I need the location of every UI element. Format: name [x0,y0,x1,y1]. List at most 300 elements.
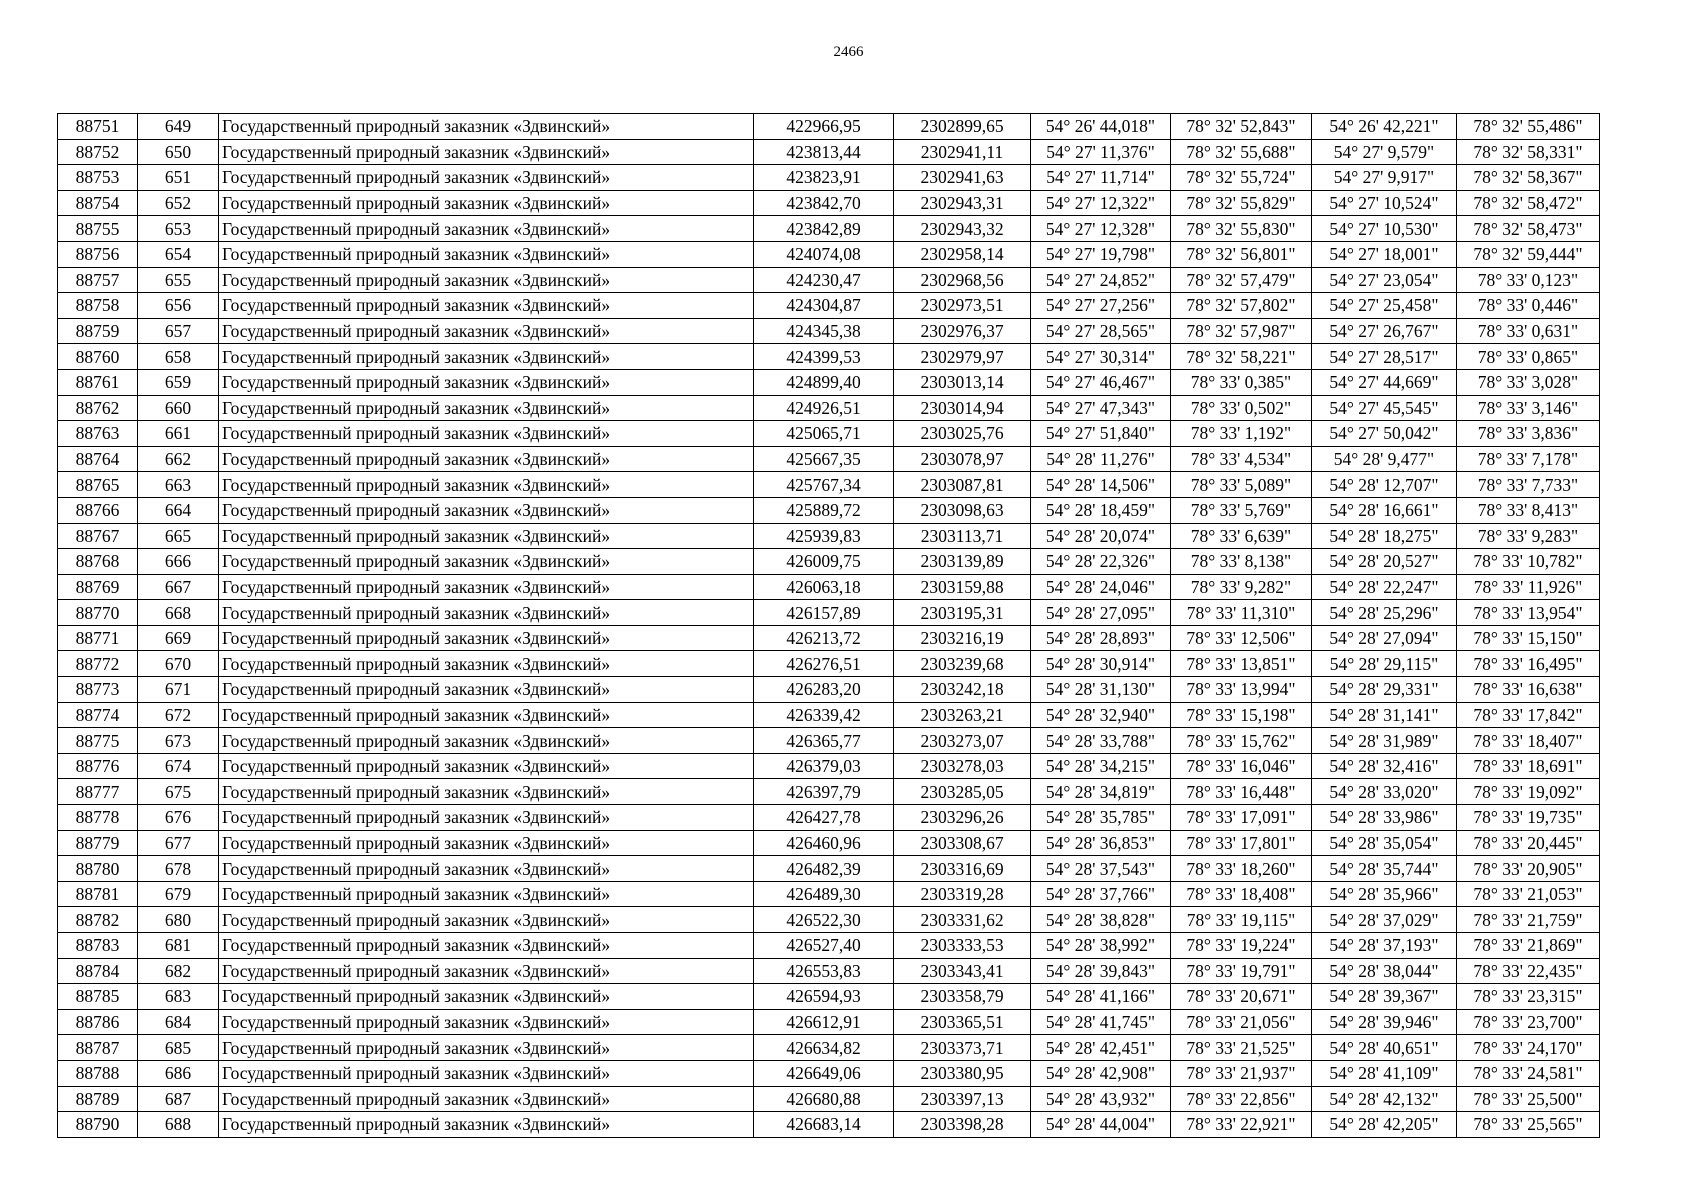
longitude-2-cell: 78° 33' 24,170" [1457,1035,1600,1061]
longitude-1-cell: 78° 33' 21,525" [1171,1035,1312,1061]
y-coordinate-cell: 2303025,76 [894,421,1031,447]
table-row [58,344,1600,370]
point-number-cell: 662 [138,446,219,472]
point-number-cell: 667 [138,574,219,600]
record-id-cell: 88785 [58,984,138,1010]
longitude-1-cell: 78° 33' 8,138" [1171,549,1312,575]
x-coordinate-cell: 426213,72 [754,625,894,651]
y-coordinate-cell: 2303316,69 [894,856,1031,882]
point-number-cell: 653 [138,216,219,242]
x-coordinate-cell: 425767,34 [754,472,894,498]
x-coordinate-cell: 426460,96 [754,830,894,856]
latitude-1-cell: 54° 28' 34,819" [1031,779,1171,805]
latitude-2-cell: 54° 27' 26,767" [1312,318,1457,344]
table-row [58,753,1600,779]
longitude-2-cell: 78° 33' 21,053" [1457,881,1600,907]
longitude-1-cell: 78° 33' 16,046" [1171,753,1312,779]
point-number-cell: 650 [138,139,219,165]
x-coordinate-cell: 423823,91 [754,165,894,191]
point-number-cell: 687 [138,1086,219,1112]
longitude-2-cell: 78° 33' 24,581" [1457,1060,1600,1086]
table-row [58,523,1600,549]
x-coordinate-cell: 423813,44 [754,139,894,165]
name-cell: Государственный природный заказник «Здвинский» [219,165,754,191]
y-coordinate-cell: 2303308,67 [894,830,1031,856]
y-coordinate-cell: 2303358,79 [894,984,1031,1010]
x-coordinate-cell: 424399,53 [754,344,894,370]
point-number-cell: 688 [138,1112,219,1138]
longitude-1-cell: 78° 33' 22,856" [1171,1086,1312,1112]
x-coordinate-cell: 424345,38 [754,318,894,344]
name-cell: Государственный природный заказник «Здвинский» [219,523,754,549]
longitude-2-cell: 78° 33' 11,926" [1457,574,1600,600]
y-coordinate-cell: 2302941,63 [894,165,1031,191]
name-cell: Государственный природный заказник «Здвинский» [219,805,754,831]
x-coordinate-cell: 426553,83 [754,958,894,984]
latitude-2-cell: 54° 28' 29,115" [1312,651,1457,677]
x-coordinate-cell: 426276,51 [754,651,894,677]
longitude-2-cell: 78° 33' 25,500" [1457,1086,1600,1112]
name-cell: Государственный природный заказник «Здвинский» [219,753,754,779]
latitude-1-cell: 54° 28' 38,992" [1031,933,1171,959]
table-row [58,702,1600,728]
longitude-1-cell: 78° 33' 18,408" [1171,881,1312,907]
table-row [58,241,1600,267]
point-number-cell: 659 [138,369,219,395]
longitude-1-cell: 78° 33' 15,762" [1171,728,1312,754]
x-coordinate-cell: 424304,87 [754,293,894,319]
record-id-cell: 88751 [58,114,138,140]
name-cell: Государственный природный заказник «Здвинский» [219,574,754,600]
latitude-1-cell: 54° 28' 20,074" [1031,523,1171,549]
table-row [58,881,1600,907]
longitude-1-cell: 78° 32' 57,987" [1171,318,1312,344]
longitude-2-cell: 78° 33' 0,865" [1457,344,1600,370]
table-row [58,139,1600,165]
table-row [58,549,1600,575]
record-id-cell: 88770 [58,600,138,626]
y-coordinate-cell: 2303331,62 [894,907,1031,933]
longitude-1-cell: 78° 33' 17,801" [1171,830,1312,856]
table-row [58,216,1600,242]
latitude-1-cell: 54° 28' 24,046" [1031,574,1171,600]
longitude-2-cell: 78° 33' 7,178" [1457,446,1600,472]
point-number-cell: 661 [138,421,219,447]
table-row [58,651,1600,677]
table-row [58,165,1600,191]
name-cell: Государственный природный заказник «Здвинский» [219,318,754,344]
record-id-cell: 88790 [58,1112,138,1138]
y-coordinate-cell: 2302941,11 [894,139,1031,165]
table-row [58,318,1600,344]
table-row [58,574,1600,600]
latitude-1-cell: 54° 27' 46,467" [1031,369,1171,395]
longitude-1-cell: 78° 33' 5,769" [1171,497,1312,523]
longitude-2-cell: 78° 33' 23,700" [1457,1009,1600,1035]
latitude-1-cell: 54° 27' 24,852" [1031,267,1171,293]
longitude-1-cell: 78° 33' 19,791" [1171,958,1312,984]
y-coordinate-cell: 2303365,51 [894,1009,1031,1035]
record-id-cell: 88752 [58,139,138,165]
latitude-2-cell: 54° 28' 32,416" [1312,753,1457,779]
name-cell: Государственный природный заказник «Здвинский» [219,293,754,319]
table-row [58,421,1600,447]
record-id-cell: 88760 [58,344,138,370]
record-id-cell: 88765 [58,472,138,498]
table-row [58,779,1600,805]
name-cell: Государственный природный заказник «Здвинский» [219,856,754,882]
longitude-2-cell: 78° 33' 15,150" [1457,625,1600,651]
name-cell: Государственный природный заказник «Здвинский» [219,1035,754,1061]
longitude-2-cell: 78° 33' 0,446" [1457,293,1600,319]
record-id-cell: 88781 [58,881,138,907]
y-coordinate-cell: 2303319,28 [894,881,1031,907]
latitude-1-cell: 54° 28' 37,766" [1031,881,1171,907]
latitude-2-cell: 54° 28' 25,296" [1312,600,1457,626]
longitude-1-cell: 78° 33' 21,937" [1171,1060,1312,1086]
latitude-2-cell: 54° 28' 35,744" [1312,856,1457,882]
latitude-2-cell: 54° 28' 42,205" [1312,1112,1457,1138]
name-cell: Государственный природный заказник «Здвинский» [219,625,754,651]
name-cell: Государственный природный заказник «Здвинский» [219,421,754,447]
point-number-cell: 651 [138,165,219,191]
x-coordinate-cell: 426634,82 [754,1035,894,1061]
latitude-2-cell: 54° 28' 41,109" [1312,1060,1457,1086]
coordinates-table [57,113,1600,1138]
longitude-1-cell: 78° 32' 55,829" [1171,190,1312,216]
longitude-2-cell: 78° 33' 3,836" [1457,421,1600,447]
longitude-2-cell: 78° 33' 0,631" [1457,318,1600,344]
longitude-1-cell: 78° 33' 16,448" [1171,779,1312,805]
longitude-1-cell: 78° 33' 0,385" [1171,369,1312,395]
point-number-cell: 674 [138,753,219,779]
y-coordinate-cell: 2302958,14 [894,241,1031,267]
y-coordinate-cell: 2303296,26 [894,805,1031,831]
name-cell: Государственный природный заказник «Здвинский» [219,702,754,728]
point-number-cell: 655 [138,267,219,293]
longitude-1-cell: 78° 32' 56,801" [1171,241,1312,267]
record-id-cell: 88772 [58,651,138,677]
name-cell: Государственный природный заказник «Здвинский» [219,1009,754,1035]
longitude-1-cell: 78° 33' 18,260" [1171,856,1312,882]
table-row [58,958,1600,984]
longitude-1-cell: 78° 33' 11,310" [1171,600,1312,626]
record-id-cell: 88773 [58,677,138,703]
latitude-2-cell: 54° 28' 9,477" [1312,446,1457,472]
latitude-1-cell: 54° 27' 47,343" [1031,395,1171,421]
name-cell: Государственный природный заказник «Здвинский» [219,1060,754,1086]
longitude-2-cell: 78° 33' 23,315" [1457,984,1600,1010]
name-cell: Государственный природный заказник «Здвинский» [219,139,754,165]
record-id-cell: 88757 [58,267,138,293]
point-number-cell: 672 [138,702,219,728]
name-cell: Государственный природный заказник «Здвинский» [219,881,754,907]
y-coordinate-cell: 2303398,28 [894,1112,1031,1138]
longitude-1-cell: 78° 33' 15,198" [1171,702,1312,728]
longitude-2-cell: 78° 33' 7,733" [1457,472,1600,498]
name-cell: Государственный природный заказник «Здвинский» [219,344,754,370]
y-coordinate-cell: 2303343,41 [894,958,1031,984]
table-row [58,395,1600,421]
longitude-2-cell: 78° 32' 59,444" [1457,241,1600,267]
name-cell: Государственный природный заказник «Здвинский» [219,241,754,267]
y-coordinate-cell: 2303216,19 [894,625,1031,651]
y-coordinate-cell: 2303078,97 [894,446,1031,472]
point-number-cell: 666 [138,549,219,575]
table-row [58,677,1600,703]
latitude-1-cell: 54° 26' 44,018" [1031,114,1171,140]
record-id-cell: 88787 [58,1035,138,1061]
latitude-2-cell: 54° 27' 9,917" [1312,165,1457,191]
latitude-2-cell: 54° 27' 45,545" [1312,395,1457,421]
x-coordinate-cell: 424926,51 [754,395,894,421]
longitude-2-cell: 78° 33' 22,435" [1457,958,1600,984]
y-coordinate-cell: 2303397,13 [894,1086,1031,1112]
longitude-2-cell: 78° 33' 19,735" [1457,805,1600,831]
latitude-1-cell: 54° 28' 18,459" [1031,497,1171,523]
name-cell: Государственный природный заказник «Здвинский» [219,216,754,242]
record-id-cell: 88769 [58,574,138,600]
point-number-cell: 652 [138,190,219,216]
latitude-2-cell: 54° 28' 33,020" [1312,779,1457,805]
longitude-1-cell: 78° 33' 1,192" [1171,421,1312,447]
longitude-1-cell: 78° 32' 55,830" [1171,216,1312,242]
record-id-cell: 88782 [58,907,138,933]
y-coordinate-cell: 2303159,88 [894,574,1031,600]
point-number-cell: 686 [138,1060,219,1086]
longitude-2-cell: 78° 33' 0,123" [1457,267,1600,293]
longitude-2-cell: 78° 32' 58,472" [1457,190,1600,216]
latitude-2-cell: 54° 28' 18,275" [1312,523,1457,549]
x-coordinate-cell: 426009,75 [754,549,894,575]
x-coordinate-cell: 426680,88 [754,1086,894,1112]
longitude-1-cell: 78° 33' 9,282" [1171,574,1312,600]
point-number-cell: 657 [138,318,219,344]
record-id-cell: 88771 [58,625,138,651]
latitude-2-cell: 54° 27' 18,001" [1312,241,1457,267]
point-number-cell: 665 [138,523,219,549]
longitude-2-cell: 78° 33' 20,445" [1457,830,1600,856]
record-id-cell: 88766 [58,497,138,523]
latitude-1-cell: 54° 27' 12,328" [1031,216,1171,242]
latitude-1-cell: 54° 28' 32,940" [1031,702,1171,728]
latitude-2-cell: 54° 28' 39,367" [1312,984,1457,1010]
name-cell: Государственный природный заказник «Здвинский» [219,933,754,959]
longitude-1-cell: 78° 33' 12,506" [1171,625,1312,651]
latitude-2-cell: 54° 26' 42,221" [1312,114,1457,140]
longitude-1-cell: 78° 32' 57,802" [1171,293,1312,319]
name-cell: Государственный природный заказник «Здвинский» [219,114,754,140]
latitude-1-cell: 54° 27' 28,565" [1031,318,1171,344]
x-coordinate-cell: 426397,79 [754,779,894,805]
latitude-2-cell: 54° 28' 37,193" [1312,933,1457,959]
longitude-2-cell: 78° 33' 16,495" [1457,651,1600,677]
latitude-2-cell: 54° 27' 50,042" [1312,421,1457,447]
x-coordinate-cell: 422966,95 [754,114,894,140]
x-coordinate-cell: 426612,91 [754,1009,894,1035]
y-coordinate-cell: 2302979,97 [894,344,1031,370]
name-cell: Государственный природный заказник «Здвинский» [219,728,754,754]
x-coordinate-cell: 424074,08 [754,241,894,267]
record-id-cell: 88786 [58,1009,138,1035]
record-id-cell: 88788 [58,1060,138,1086]
latitude-1-cell: 54° 28' 37,543" [1031,856,1171,882]
record-id-cell: 88779 [58,830,138,856]
longitude-1-cell: 78° 33' 5,089" [1171,472,1312,498]
x-coordinate-cell: 423842,89 [754,216,894,242]
point-number-cell: 677 [138,830,219,856]
record-id-cell: 88784 [58,958,138,984]
x-coordinate-cell: 426157,89 [754,600,894,626]
point-number-cell: 673 [138,728,219,754]
latitude-1-cell: 54° 28' 22,326" [1031,549,1171,575]
x-coordinate-cell: 426339,42 [754,702,894,728]
y-coordinate-cell: 2303278,03 [894,753,1031,779]
latitude-1-cell: 54° 28' 33,788" [1031,728,1171,754]
latitude-2-cell: 54° 27' 10,530" [1312,216,1457,242]
name-cell: Государственный природный заказник «Здвинский» [219,472,754,498]
x-coordinate-cell: 425889,72 [754,497,894,523]
record-id-cell: 88754 [58,190,138,216]
latitude-2-cell: 54° 28' 37,029" [1312,907,1457,933]
y-coordinate-cell: 2302943,31 [894,190,1031,216]
longitude-1-cell: 78° 33' 17,091" [1171,805,1312,831]
name-cell: Государственный природный заказник «Здвинский» [219,1112,754,1138]
point-number-cell: 675 [138,779,219,805]
x-coordinate-cell: 426365,77 [754,728,894,754]
record-id-cell: 88761 [58,369,138,395]
latitude-1-cell: 54° 28' 30,914" [1031,651,1171,677]
latitude-2-cell: 54° 28' 35,054" [1312,830,1457,856]
point-number-cell: 668 [138,600,219,626]
table-row [58,830,1600,856]
point-number-cell: 669 [138,625,219,651]
longitude-2-cell: 78° 33' 25,565" [1457,1112,1600,1138]
longitude-1-cell: 78° 33' 6,639" [1171,523,1312,549]
longitude-1-cell: 78° 33' 22,921" [1171,1112,1312,1138]
longitude-1-cell: 78° 32' 52,843" [1171,114,1312,140]
y-coordinate-cell: 2303195,31 [894,600,1031,626]
latitude-1-cell: 54° 28' 41,745" [1031,1009,1171,1035]
name-cell: Государственный природный заказник «Здвинский» [219,779,754,805]
record-id-cell: 88778 [58,805,138,831]
latitude-1-cell: 54° 27' 11,714" [1031,165,1171,191]
table-row [58,728,1600,754]
x-coordinate-cell: 426489,30 [754,881,894,907]
latitude-2-cell: 54° 28' 12,707" [1312,472,1457,498]
record-id-cell: 88774 [58,702,138,728]
latitude-2-cell: 54° 27' 23,054" [1312,267,1457,293]
point-number-cell: 671 [138,677,219,703]
name-cell: Государственный природный заказник «Здвинский» [219,984,754,1010]
latitude-1-cell: 54° 28' 42,451" [1031,1035,1171,1061]
y-coordinate-cell: 2302899,65 [894,114,1031,140]
latitude-1-cell: 54° 28' 34,215" [1031,753,1171,779]
longitude-2-cell: 78° 33' 3,028" [1457,369,1600,395]
latitude-2-cell: 54° 28' 42,132" [1312,1086,1457,1112]
y-coordinate-cell: 2302968,56 [894,267,1031,293]
point-number-cell: 681 [138,933,219,959]
latitude-2-cell: 54° 28' 40,651" [1312,1035,1457,1061]
longitude-2-cell: 78° 33' 21,759" [1457,907,1600,933]
longitude-2-cell: 78° 33' 3,146" [1457,395,1600,421]
table-row [58,369,1600,395]
point-number-cell: 654 [138,241,219,267]
x-coordinate-cell: 424899,40 [754,369,894,395]
latitude-1-cell: 54° 28' 41,166" [1031,984,1171,1010]
longitude-2-cell: 78° 32' 58,367" [1457,165,1600,191]
x-coordinate-cell: 425939,83 [754,523,894,549]
point-number-cell: 658 [138,344,219,370]
longitude-2-cell: 78° 33' 19,092" [1457,779,1600,805]
y-coordinate-cell: 2303113,71 [894,523,1031,549]
table-row [58,472,1600,498]
table-row [58,293,1600,319]
y-coordinate-cell: 2303098,63 [894,497,1031,523]
point-number-cell: 660 [138,395,219,421]
latitude-2-cell: 54° 28' 38,044" [1312,958,1457,984]
latitude-2-cell: 54° 28' 27,094" [1312,625,1457,651]
record-id-cell: 88762 [58,395,138,421]
record-id-cell: 88780 [58,856,138,882]
name-cell: Государственный природный заказник «Здвинский» [219,369,754,395]
x-coordinate-cell: 425667,35 [754,446,894,472]
name-cell: Государственный природный заказник «Здвинский» [219,600,754,626]
latitude-2-cell: 54° 28' 29,331" [1312,677,1457,703]
latitude-1-cell: 54° 27' 30,314" [1031,344,1171,370]
record-id-cell: 88767 [58,523,138,549]
x-coordinate-cell: 426379,03 [754,753,894,779]
latitude-1-cell: 54° 28' 44,004" [1031,1112,1171,1138]
y-coordinate-cell: 2303239,68 [894,651,1031,677]
latitude-2-cell: 54° 28' 31,989" [1312,728,1457,754]
record-id-cell: 88763 [58,421,138,447]
latitude-2-cell: 54° 28' 39,946" [1312,1009,1457,1035]
record-id-cell: 88775 [58,728,138,754]
name-cell: Государственный природный заказник «Здвинский» [219,497,754,523]
point-number-cell: 683 [138,984,219,1010]
table-row [58,1060,1600,1086]
longitude-2-cell: 78° 32' 58,473" [1457,216,1600,242]
longitude-1-cell: 78° 33' 4,534" [1171,446,1312,472]
latitude-2-cell: 54° 27' 25,458" [1312,293,1457,319]
record-id-cell: 88759 [58,318,138,344]
latitude-1-cell: 54° 28' 42,908" [1031,1060,1171,1086]
x-coordinate-cell: 425065,71 [754,421,894,447]
table-row [58,497,1600,523]
x-coordinate-cell: 426522,30 [754,907,894,933]
record-id-cell: 88777 [58,779,138,805]
point-number-cell: 664 [138,497,219,523]
latitude-1-cell: 54° 27' 51,840" [1031,421,1171,447]
longitude-1-cell: 78° 33' 21,056" [1171,1009,1312,1035]
table-row [58,933,1600,959]
x-coordinate-cell: 426527,40 [754,933,894,959]
record-id-cell: 88756 [58,241,138,267]
latitude-2-cell: 54° 28' 31,141" [1312,702,1457,728]
y-coordinate-cell: 2303013,14 [894,369,1031,395]
y-coordinate-cell: 2303285,05 [894,779,1031,805]
longitude-1-cell: 78° 33' 19,224" [1171,933,1312,959]
table-row [58,267,1600,293]
x-coordinate-cell: 426283,20 [754,677,894,703]
latitude-2-cell: 54° 27' 44,669" [1312,369,1457,395]
longitude-2-cell: 78° 33' 9,283" [1457,523,1600,549]
y-coordinate-cell: 2302943,32 [894,216,1031,242]
y-coordinate-cell: 2303333,53 [894,933,1031,959]
y-coordinate-cell: 2302973,51 [894,293,1031,319]
x-coordinate-cell: 424230,47 [754,267,894,293]
